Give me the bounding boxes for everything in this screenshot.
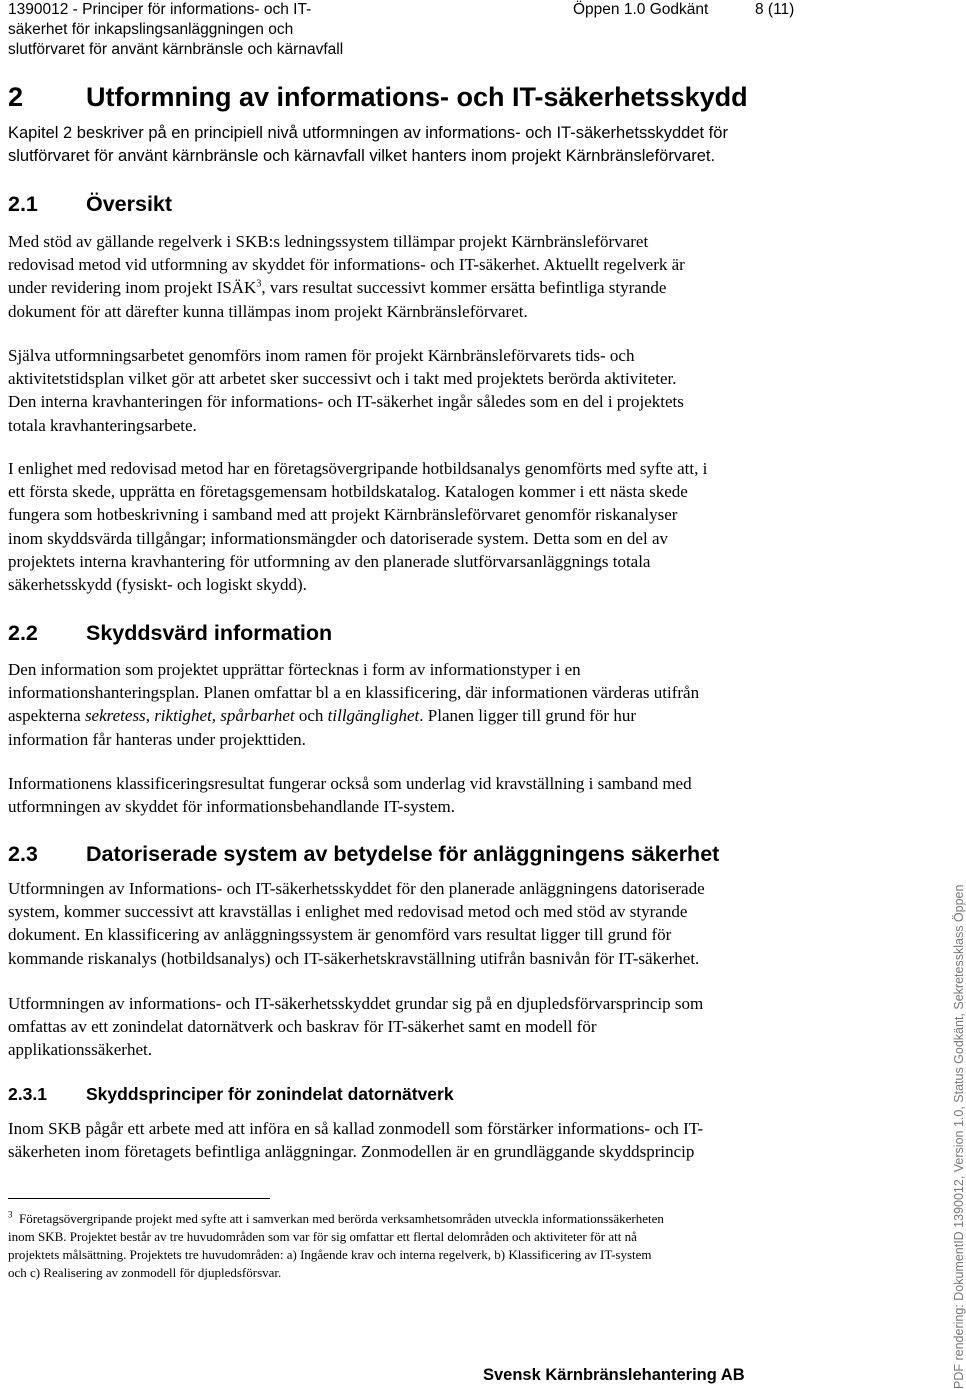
paragraph: I enlighet med redovisad metod har en företagsövergripande hotbildsanalys genomförts med syfte att, i ett första skede, upprätta en företagsgemensam hotbildskatalog. Katalogen kommer i ett nästa skede fungera som hotbeskrivning i samband med att projekt Kärnbränsleförvaret genomför riskanalyser inom skyddsvärda tillgångar; informationsmängder och datoriserade system. Detta som en del av projektets interna kravhantering för utformning av den planerade slutförvarsanläggnings totala säkerhetsskydd (fysiskt- och logiskt skydd).	[8, 459, 708, 595]
footnote-marker: 3	[8, 1209, 13, 1220]
footer-company: Svensk Kärnbränslehantering AB	[483, 1366, 745, 1384]
section-title: Översikt	[86, 192, 173, 216]
header-title-line: 1390012 - Principer för informations- och IT-	[8, 1, 312, 18]
chapter-title: Utformning av informations- och IT-säkerhetsskydd	[86, 82, 748, 112]
header-title-line: slutförvaret för använt kärnbränsle och kärnavfall	[8, 41, 344, 58]
subsection-heading-2-3-1	[8, 1084, 454, 1105]
section-title: Skyddsprinciper för zonindelat datornätverk	[86, 1084, 454, 1104]
section-title: Datoriserade system av betydelse för anläggningens säkerhet	[86, 842, 720, 866]
paragraph: Själva utformningsarbetet genomförs inom ramen för projekt Kärnbränsleförvarets tids- och aktivitetstidsplan vilket gör att arbetet sker successivt och i takt med projektets berörda aktiviteter. Den interna kravhanteringen för informations- och IT-säkerhet ingår således som en del i projektets totala kravhanteringsarbete.	[8, 346, 684, 435]
paragraph: Inom SKB pågår ett arbete med att införa en så kallad zonmodell som förstärker informations- och IT- säkerheten inom företagets befintliga anläggningar. Zonmodellen är en grundläggande skyddsprincip	[8, 1119, 704, 1162]
header-status: Öppen 1.0 Godkänt	[573, 1, 709, 18]
section-heading-2-3	[8, 842, 719, 867]
pdf-rendering-stamp: PDF rendering: DokumentID 1390012, Version 1.0, Status Godkänt, Sekretessklass Öppen	[952, 884, 966, 1389]
chapter-intro: Kapitel 2 beskriver på en principiell nivå utformningen av informations- och IT-säkerhetsskyddet för slutförvaret för använt kärnbränsle och kärnavfall vilket hanters inom projekt Kärnbränsleförvaret.	[8, 124, 728, 166]
footnote-divider	[8, 1198, 270, 1199]
section-heading-2-2	[8, 621, 332, 646]
paragraph: Den information som projektet upprättar förtecknas i form av informationstyper i en informationshanteringsplan. Planen omfattar bl a en klassificering, där informationen värderas utifrån aspekterna sekretess, riktighet, spårbarhet och tillgänglighet. Planen ligger till grund för hur information får hanteras under projekttiden.	[8, 660, 700, 749]
paragraph: Utformningen av Informations- och IT-säkerhetsskyddet för den planerade anläggningens datoriserade system, kommer successivt att kravställas i enlighet med redovisad metod och med stöd av styrande dokument. En klassificering av anläggningssystem är genomförd vars resultat ligger till grund för kommande riskanalys (hotbildsanalys) och IT-säkerhetskravställning utifrån basnivån för IT-säkerhet.	[8, 879, 705, 968]
paragraph: Med stöd av gällande regelverk i SKB:s ledningssystem tillämpar projekt Kärnbränsleförvaret redovisad metod vid utformning av skyddet för informations- och IT-säkerhet. Aktuellt regelverk är under revidering inom projekt ISÄK$^3$, vars resultat successivt kommer ersätta befintliga styrande dokument för att därefter kunna tillämpas inom projekt Kärnbränsleförvaret.	[8, 232, 685, 321]
section-number: 2.3	[8, 842, 38, 866]
section-heading-2-1	[8, 192, 172, 217]
chapter-number: 2	[8, 82, 24, 112]
document-header	[8, 0, 828, 60]
page-number: 8 (11)	[755, 1, 795, 18]
section-number: 2.2	[8, 621, 38, 645]
section-number: 2.3.1	[8, 1084, 47, 1104]
section-number: 2.1	[8, 192, 38, 216]
footnote: $^3$ Företagsövergripande projekt med syfte att i samverkan med berörda verksamhetsområden utveckla informationssäkerheten inom SKB. Projektet består av tre huvudområden som var för sig omfattar ett flertal delområden och aktiviteter för att nå projektets målsättning. Projektets tre huvudområden: a) Ingående krav och interna regelverk, b) Klassificering av IT-system och c) Realisering av zonmodell för djupledsförsvar.	[8, 1209, 664, 1280]
chapter-heading	[8, 82, 748, 113]
paragraph: Informationens klassificeringsresultat fungerar också som underlag vid kravställning i samband med utformningen av skyddet för informationsbehandlande IT-system.	[8, 774, 692, 817]
paragraph: Utformningen av informations- och IT-säkerhetsskyddet grundar sig på en djupledsförvarsprincip som omfattas av ett zonindelat datornätverk och baskrav för IT-säkerhet samt en modell för applikationssäkerhet.	[8, 994, 704, 1060]
header-title-line: säkerhet för inkapslingsanläggningen och	[8, 21, 294, 38]
section-title: Skyddsvärd information	[86, 621, 333, 645]
footnote-reference[interactable]: 3	[256, 278, 262, 290]
